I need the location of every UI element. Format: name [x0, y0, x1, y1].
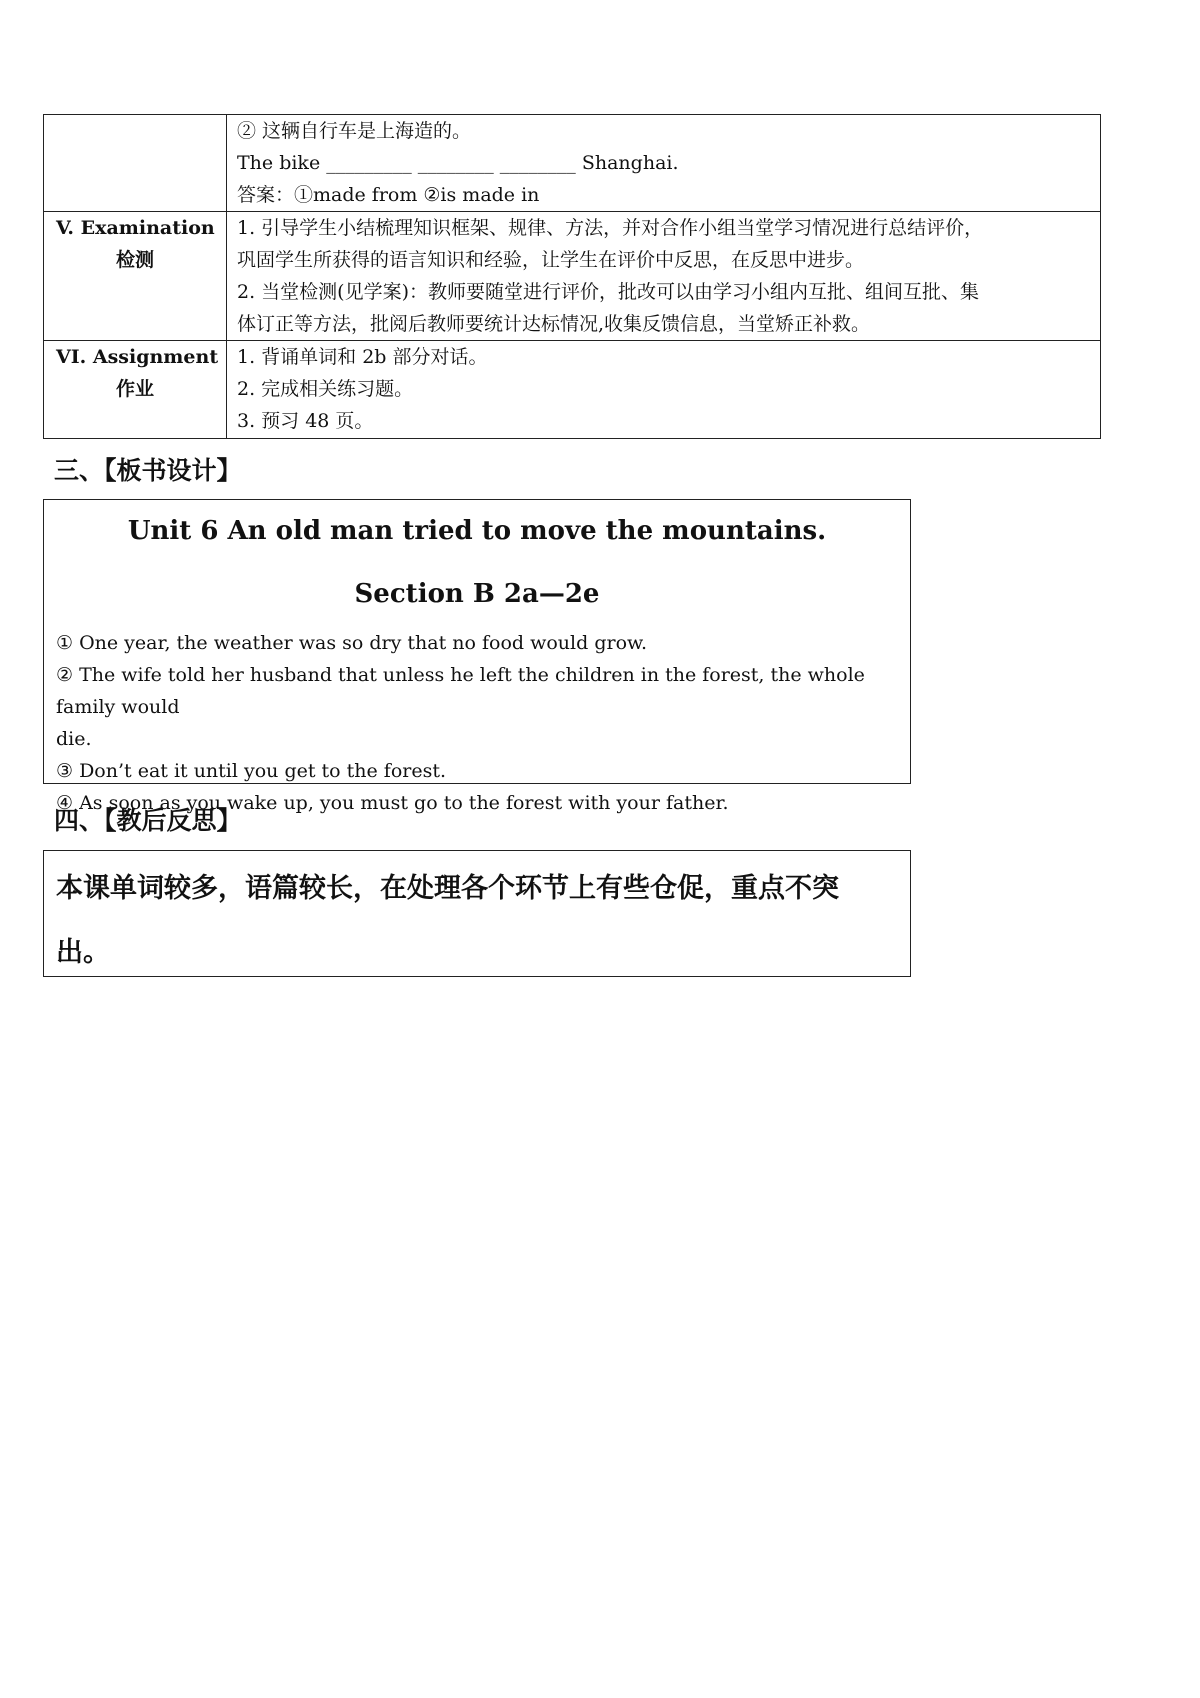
row-header-cn: 检测 — [115, 249, 154, 271]
board-sentence: ④ As soon as you wake up, you must go to the forest with your father. — [56, 792, 729, 814]
board-sentence: ② The wife told her husband that unless he left the children in the forest, the whole family would — [56, 664, 865, 718]
content-line: 1. 背诵单词和 2b 部分对话。 — [237, 346, 488, 368]
board-design-box — [43, 499, 911, 814]
row-header-en: V. Examination — [56, 217, 215, 239]
content-line: ② 这辆自行车是上海造的。 — [237, 120, 472, 142]
reflection-line: 出。 — [56, 937, 110, 968]
board-title-unit: Unit 6 An old man tried to move the mountains. — [127, 516, 827, 546]
content-line: 答案：①made from ②is made in — [237, 184, 540, 206]
row-header-cell — [44, 212, 227, 341]
lesson-plan-table — [43, 114, 1101, 439]
section-heading-board-design: 三、【板书设计】 — [54, 456, 242, 485]
content-line: The bike _________ ________ ________ Shanghai. — [237, 152, 679, 174]
board-title-section: Section B 2a—2e — [354, 579, 600, 609]
board-sentence: die. — [56, 728, 92, 750]
table-row — [44, 212, 1101, 341]
content-line: 2. 当堂检测(见学案)：教师要随堂进行评价，批改可以由学习小组内互批、组间互批、集 — [237, 281, 979, 303]
row-header-cell — [44, 341, 227, 439]
row-header-cn: 作业 — [115, 378, 154, 400]
table-row — [44, 115, 1101, 212]
reflection-line: 本课单词较多，语篇较长，在处理各个环节上有些仓促，重点不突 — [56, 873, 839, 904]
table-row — [44, 341, 1101, 439]
content-line: 3. 预习 48 页。 — [237, 410, 374, 432]
board-sentences — [56, 627, 900, 819]
board-sentence: ① One year, the weather was so dry that no food would grow. — [56, 632, 648, 654]
reflection-box — [43, 850, 911, 977]
section-heading-reflection: 四、【教后反思】 — [54, 806, 242, 835]
row-content-cell — [227, 341, 1101, 439]
row-header-cell — [44, 115, 227, 212]
content-line: 体订正等方法，批阅后教师要统计达标情况,收集反馈信息，当堂矫正补救。 — [237, 313, 871, 335]
content-line: 2. 完成相关练习题。 — [237, 378, 414, 400]
content-line: 巩固学生所获得的语言知识和经验，让学生在评价中反思，在反思中进步。 — [237, 249, 865, 271]
row-content-cell — [227, 212, 1101, 341]
row-header-en: VI. Assignment — [56, 346, 219, 368]
board-sentence: ③ Don’t eat it until you get to the forest. — [56, 760, 447, 782]
content-line: 1. 引导学生小结梳理知识框架、规律、方法，并对合作小组当堂学习情况进行总结评价， — [237, 217, 984, 239]
row-content-cell — [227, 115, 1101, 212]
